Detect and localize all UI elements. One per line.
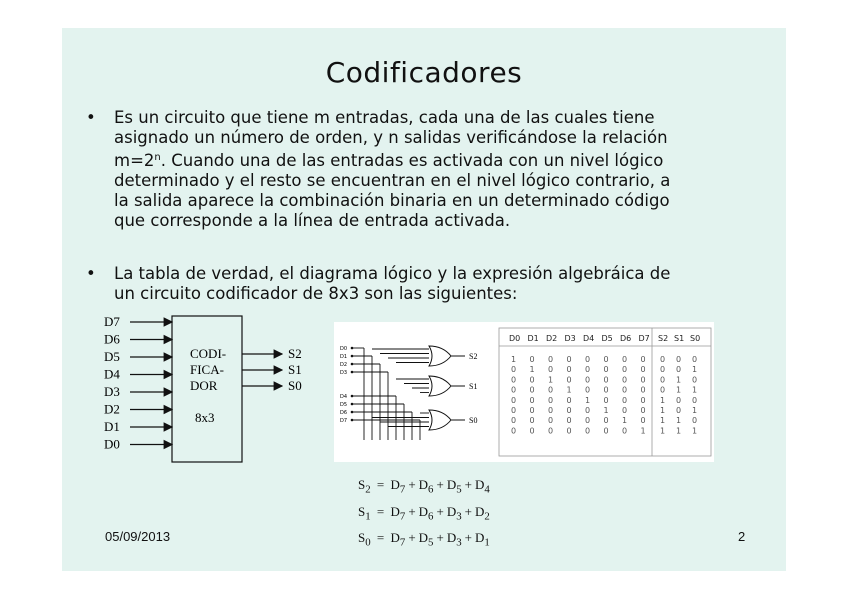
truth-table-cell: 1 xyxy=(566,385,572,395)
box-label: FICA- xyxy=(190,362,224,377)
logic-input-label: D1 xyxy=(340,354,348,360)
truth-table-cell: 0 xyxy=(622,365,628,375)
truth-table-cell: 0 xyxy=(529,385,535,395)
equation-lhs: S xyxy=(358,503,366,519)
truth-table-cell: 0 xyxy=(585,375,591,385)
truth-table-cell: 0 xyxy=(511,365,517,375)
truth-table-cell: 0 xyxy=(640,406,646,415)
truth-table-cell: 0 xyxy=(566,365,572,375)
equation-lhs: S xyxy=(358,477,366,492)
input-label: D1 xyxy=(104,419,120,434)
truth-table-cell: 0 xyxy=(692,416,698,426)
bullet-1-line: que corresponde a la línea de entrada activada. xyxy=(114,211,511,230)
bullet-1-line: asignado un número de orden, y n salidas verificándose la relación xyxy=(114,128,668,147)
bullet-1-line-rest: . Cuando una de las entradas es activada con un nivel lógico xyxy=(160,151,664,170)
equation-lhs: S xyxy=(358,530,366,546)
truth-table-cell: 0 xyxy=(622,385,628,395)
truth-table-cell: 0 xyxy=(640,385,646,395)
bullet-2-line: La tabla de verdad, el diagrama lógico y la expresión algebráica de xyxy=(114,264,671,283)
logic-output-label: S1 xyxy=(469,382,478,391)
page-number: 2 xyxy=(738,529,746,544)
bullet-1-text xyxy=(114,108,764,231)
truth-table-header: D2 xyxy=(546,334,558,343)
truth-table-cell: 1 xyxy=(676,375,682,385)
truth-table-cell: 0 xyxy=(511,385,517,395)
bullet-1-line: la salida aparece la combinación binaria en un determinado código xyxy=(114,191,670,210)
bullet-dot: • xyxy=(86,264,96,283)
truth-table-cell: 1 xyxy=(692,406,698,415)
truth-table-cell: 0 xyxy=(676,355,682,364)
truth-table-cell: 0 xyxy=(529,375,535,385)
equation-term-subscript: 7 xyxy=(399,483,406,496)
truth-table-cell: 0 xyxy=(585,416,591,426)
relation-exponent: n xyxy=(154,152,161,163)
truth-table-header: D6 xyxy=(620,334,632,343)
equation xyxy=(358,474,490,501)
truth-table-cell: 0 xyxy=(548,355,554,364)
logic-output-label: S2 xyxy=(469,352,478,361)
equation-term-subscript: 7 xyxy=(399,510,406,523)
logic-input-label: D2 xyxy=(340,362,348,368)
truth-table-cell: 0 xyxy=(566,395,572,405)
truth-table-cell: 0 xyxy=(660,385,666,395)
truth-table-cell: 1 xyxy=(660,406,666,415)
truth-table-cell: 0 xyxy=(640,416,646,426)
truth-table-cell: 0 xyxy=(660,365,666,375)
plus-sign: + xyxy=(408,530,416,546)
output-label: S1 xyxy=(288,362,302,377)
truth-table-cell: 0 xyxy=(529,355,535,364)
truth-table-header: S2 xyxy=(658,334,669,343)
truth-table-cell: 0 xyxy=(676,365,682,375)
equation-term: D xyxy=(474,503,485,519)
input-label: D5 xyxy=(104,349,120,364)
slide xyxy=(62,28,786,571)
truth-table-cell: 0 xyxy=(566,426,572,436)
truth-table-cell: 0 xyxy=(585,426,591,436)
logic-input-label: D4 xyxy=(340,394,348,400)
truth-table-header: D7 xyxy=(638,334,650,343)
equation-term-subscript: 4 xyxy=(484,483,490,496)
truth-table-cell: 0 xyxy=(622,395,628,405)
truth-table-cell: 0 xyxy=(640,355,646,364)
truth-table-cell: 1 xyxy=(548,375,554,385)
input-label: D0 xyxy=(104,436,120,452)
truth-table-cell: 1 xyxy=(676,416,682,426)
truth-table-cell: 0 xyxy=(622,426,628,436)
equals-sign: = xyxy=(376,530,385,546)
logic-output-label: S0 xyxy=(469,416,478,425)
equation-term-subscript: 1 xyxy=(484,536,490,549)
truth-table-cell: 1 xyxy=(676,426,682,436)
box-size-label: 8x3 xyxy=(195,410,215,425)
truth-table-cell: 0 xyxy=(692,395,698,405)
truth-table-header: D4 xyxy=(583,334,595,343)
truth-table-cell: 1 xyxy=(660,395,666,405)
bullet-1-line xyxy=(114,148,764,171)
equation-term: D xyxy=(446,503,457,519)
equation-term-subscript: 5 xyxy=(428,536,434,549)
truth-table-cell: 0 xyxy=(529,416,535,426)
truth-table-cell: 0 xyxy=(692,375,698,385)
truth-table-cell: 0 xyxy=(603,355,609,364)
bullet-dot: • xyxy=(86,108,96,127)
truth-table-cell: 0 xyxy=(692,355,698,364)
slide-title: Codificadores xyxy=(325,56,523,89)
logic-input-label: D3 xyxy=(340,370,348,376)
equation-term-subscript: 7 xyxy=(399,536,406,549)
equation-term: D xyxy=(390,503,400,519)
truth-table-cell: 0 xyxy=(548,385,554,395)
equation-term: D xyxy=(474,477,485,492)
truth-table-cell: 0 xyxy=(585,365,591,375)
plus-sign: + xyxy=(436,503,444,519)
truth-table-cell: 1 xyxy=(640,426,646,436)
equation-lhs-subscript: 1 xyxy=(365,510,371,523)
truth-table-header: S1 xyxy=(674,334,685,343)
input-label: D4 xyxy=(104,366,120,382)
bullet-2-line: un circuito codificador de 8x3 son las siguientes: xyxy=(114,284,518,303)
truth-table-cell: 0 xyxy=(511,426,517,436)
truth-table-cell: 0 xyxy=(622,375,628,385)
plus-sign: + xyxy=(408,503,416,519)
logic-input-label: D5 xyxy=(340,402,348,408)
truth-table-cell: 1 xyxy=(529,365,535,375)
truth-table-header: D5 xyxy=(601,334,613,343)
truth-table-cell: 0 xyxy=(548,395,554,405)
truth-table-cell: 0 xyxy=(511,395,517,405)
truth-table-cell: 0 xyxy=(566,406,572,415)
truth-table-cell: 0 xyxy=(511,416,517,426)
truth-table-cell: 0 xyxy=(548,365,554,375)
equation-term: D xyxy=(418,530,429,546)
truth-table-cell: 0 xyxy=(640,375,646,385)
truth-table-cell: 0 xyxy=(548,416,554,426)
equation xyxy=(358,501,490,528)
equation-lhs-subscript: 0 xyxy=(365,536,371,549)
logic-input-label: D6 xyxy=(340,410,348,416)
truth-table-cell: 0 xyxy=(640,395,646,405)
truth-table-cell: 0 xyxy=(622,406,628,415)
truth-table-cell: 1 xyxy=(585,395,591,405)
encoder-block-diagram xyxy=(102,314,322,464)
output-label: S2 xyxy=(288,346,302,361)
plus-sign: + xyxy=(464,530,472,546)
truth-table-cell: 0 xyxy=(511,375,517,385)
truth-table-cell: 1 xyxy=(603,406,609,415)
truth-table-cell: 0 xyxy=(660,375,666,385)
equation-term-subscript: 5 xyxy=(456,483,462,496)
box-label: CODI- xyxy=(190,346,227,361)
truth-table-cell: 0 xyxy=(603,416,609,426)
or-gate xyxy=(429,346,451,366)
truth-table-cell: 0 xyxy=(676,395,682,405)
truth-table-cell: 1 xyxy=(511,355,517,364)
truth-table-cell: 0 xyxy=(603,365,609,375)
plus-sign: + xyxy=(408,477,416,492)
equation-term: D xyxy=(446,530,457,546)
logic-input-label: D7 xyxy=(340,418,348,424)
input-label: D7 xyxy=(104,314,120,329)
truth-table-cell: 0 xyxy=(529,426,535,436)
truth-table-cell: 0 xyxy=(529,406,535,415)
truth-table-cell: 0 xyxy=(603,426,609,436)
truth-table-cell: 0 xyxy=(660,355,666,364)
equation-term-subscript: 3 xyxy=(456,536,462,549)
truth-table-cell: 1 xyxy=(660,426,666,436)
truth-table-cell: 0 xyxy=(566,416,572,426)
truth-table-cell: 1 xyxy=(692,385,698,395)
bullet-2-text xyxy=(114,264,764,304)
truth-table-header: D1 xyxy=(527,334,539,343)
truth-table-cell: 0 xyxy=(585,406,591,415)
input-label: D3 xyxy=(104,384,120,399)
truth-table-cell: 0 xyxy=(566,355,572,364)
truth-table-cell: 1 xyxy=(622,416,628,426)
equation-term: D xyxy=(418,503,429,519)
or-gate xyxy=(429,376,451,396)
truth-table-cell: 0 xyxy=(603,385,609,395)
truth-table-cell: 0 xyxy=(511,406,517,415)
input-label: D2 xyxy=(104,401,120,417)
equation-term: D xyxy=(474,530,485,546)
truth-table-cell: 1 xyxy=(692,426,698,436)
truth-table-cell: 0 xyxy=(603,375,609,385)
truth-table-header: S0 xyxy=(690,334,701,343)
plus-sign: + xyxy=(436,477,444,492)
output-label: S0 xyxy=(288,378,302,393)
plus-sign: + xyxy=(464,477,472,492)
equation-term-subscript: 6 xyxy=(428,510,434,523)
plus-sign: + xyxy=(464,503,472,519)
equals-sign: = xyxy=(376,503,385,519)
truth-table-cell: 0 xyxy=(548,406,554,415)
algebraic-expressions xyxy=(358,474,490,554)
input-label: D6 xyxy=(104,331,120,347)
footer-date: 05/09/2013 xyxy=(105,529,171,544)
truth-table-header: D0 xyxy=(509,334,521,343)
equation-term: D xyxy=(418,477,429,492)
truth-table-cell: 0 xyxy=(585,355,591,364)
truth-table-cell: 1 xyxy=(692,365,698,375)
truth-table-cell: 0 xyxy=(640,365,646,375)
equation-lhs-subscript: 2 xyxy=(365,483,371,496)
logic-input-label: D0 xyxy=(340,346,348,352)
truth-table-cell: 0 xyxy=(585,385,591,395)
equation-term: D xyxy=(446,477,457,492)
truth-table-cell: 1 xyxy=(676,385,682,395)
bullet-1-line: Es un circuito que tiene m entradas, cada una de las cuales tiene xyxy=(114,108,655,127)
or-gate xyxy=(429,410,451,430)
equation-term-subscript: 2 xyxy=(484,510,490,523)
equation-term-subscript: 3 xyxy=(456,510,462,523)
equation-term-subscript: 6 xyxy=(428,483,434,496)
equation-term: D xyxy=(390,477,400,492)
truth-table-cell: 0 xyxy=(566,375,572,385)
truth-table-cell: 0 xyxy=(603,395,609,405)
box-label: DOR xyxy=(190,378,218,393)
equation-term: D xyxy=(390,530,400,546)
truth-table-cell: 1 xyxy=(660,416,666,426)
truth-table-cell: 0 xyxy=(622,355,628,364)
equals-sign: = xyxy=(376,477,385,492)
truth-table-header: D3 xyxy=(564,334,576,343)
bullet-1-line: determinado y el resto se encuentran en el nivel lógico contrario, a xyxy=(114,171,671,190)
plus-sign: + xyxy=(436,530,444,546)
logic-diagram-and-truth-table xyxy=(334,322,714,462)
relation-base: m=2 xyxy=(114,151,155,170)
truth-table-cell: 0 xyxy=(529,395,535,405)
equation xyxy=(358,527,490,554)
truth-table-cell: 0 xyxy=(676,406,682,415)
truth-table-cell: 0 xyxy=(548,426,554,436)
